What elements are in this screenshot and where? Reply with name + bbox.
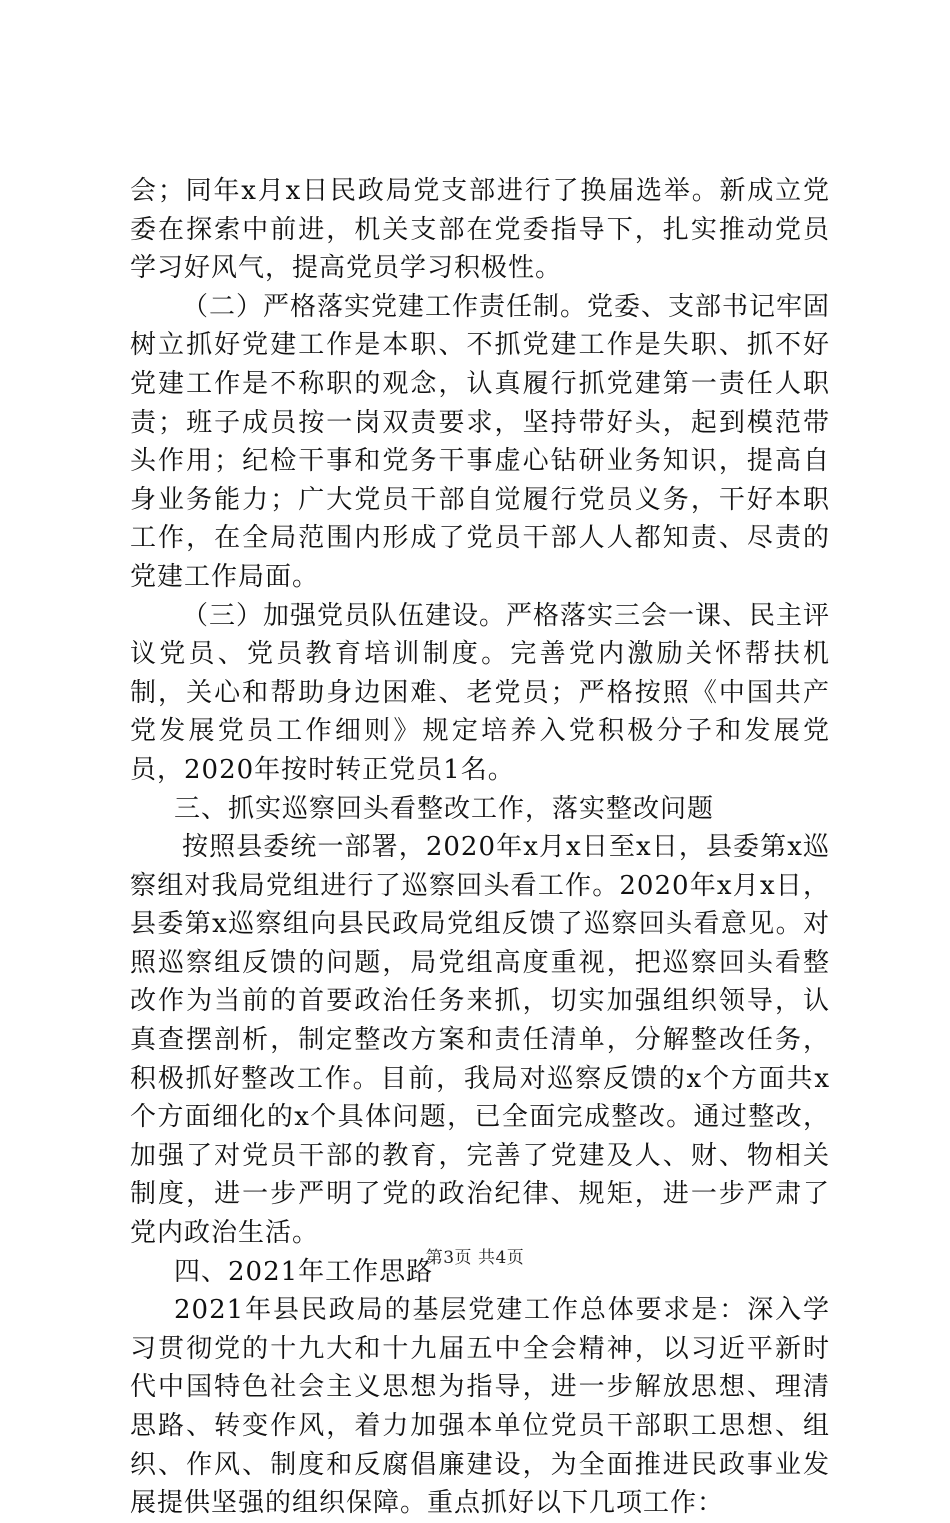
paragraph-work-plan: 2021年县民政局的基层党建工作总体要求是：深入学习贯彻党的十九大和十九届五中全会精神，以习近平新时代中国特色社会主义思想为指导，进一步解放思想、理清思路、转变作风，着力加强本单位党员干部职工思想、组织、作风、制度和反腐倡廉建设，为全面推进民政事业发展提供坚强的组织保障。重点抓好以下几项工作： xyxy=(130,1295,830,1519)
paragraph-section-3: （三）加强党员队伍建设。严格落实三会一课、民主评议党员、党员教育培训制度。完善党内激励关怀帮扶机制，关心和帮助身边困难、老党员；严格按照《中国共产党发展党员工作细则》规定培养入党积极分子和发展党员，2020年按时转正党员1名。 xyxy=(130,600,831,785)
heading-section-four: 四、2021年工作思路 xyxy=(174,1256,434,1287)
heading-section-three: 三、抓实巡察回头看整改工作，落实整改问题 xyxy=(174,793,715,824)
paragraph-continuation: 会；同年x月x日民政局党支部进行了换届选举。新成立党委在探索中前进，机关支部在党委指导下，扎实推动党员学习好风气，提高党员学习积极性。 xyxy=(130,176,830,284)
paragraph-section-2: （二）严格落实党建工作责任制。党委、支部书记牢固树立抓好党建工作是本职、不抓党建工作是失职、抓不好党建工作是不称职的观念，认真履行抓党建第一责任人职责；班子成员按一岗双责要求，坚持带好头，起到模范带头作用；纪检干事和党务干事虚心钻研业务知识，提高自身业务能力；广大党员干部自觉履行党员义务，干好本职工作，在全局范围内形成了党员干部人人都知责、尽责的党建工作局面。 xyxy=(130,291,831,592)
paragraph-inspection: 按照县委统一部署，2020年x月x日至x日，县委第x巡察组对我局党组进行了巡察回头看工作。2020年x月x日，县委第x巡察组向县民政局党组反馈了巡察回头看意见。对照巡察组反馈的问题，局党组高度重视，把巡察回头看整改作为当前的首要政治任务来抓，切实加强组织领导，认真查摆剖析，制定整改方案和责任清单，分解整改任务，积极抓好整改工作。目前，我局对巡察反馈的x个方面共x个方面细化的x个具体问题，已全面完成整改。通过整改，加强了对党员干部的教育，完善了党建及人、财、物相关制度，进一步严明了党的政治纪律、规矩，进一步严肃了党内政治生活。 xyxy=(130,832,830,1249)
document-body xyxy=(130,172,830,1523)
page-footer: 第3页 共4页 xyxy=(425,1248,525,1268)
